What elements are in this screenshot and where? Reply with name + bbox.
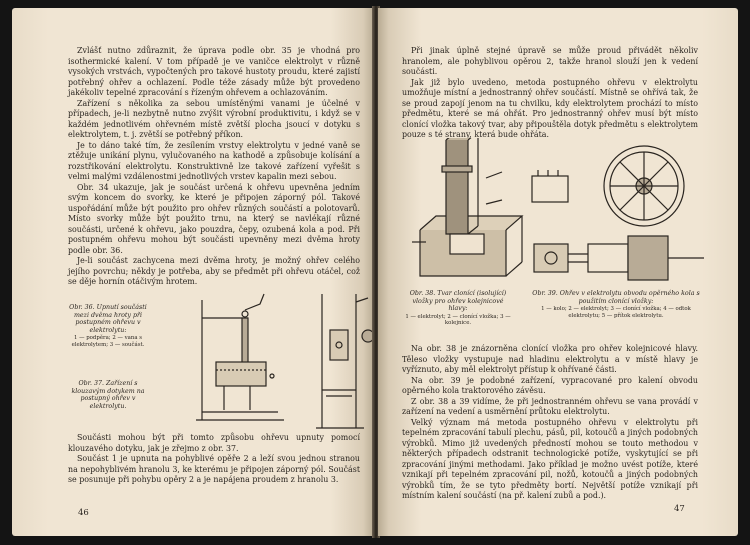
- figure-caption: Obr. 39. Ohřev v elektrolytu obvodu opěrného kola s použitím clonící vložky:: [532, 290, 700, 305]
- left-page: [12, 8, 374, 536]
- paragraph: Součásti mohou být při tomto způsobu ohřevu upnuty pomocí klouzavého dotyku, jak je zřejmo z obr. 37.: [68, 433, 360, 453]
- figure-37-caption: [68, 380, 148, 410]
- paragraph: Zařízení s několika za sebou umístěnými vanami je účelné v případech, je-li nezbytně nutno zvýšit výrobní produktivitu, i když se v každém jednotlivém ohřevném místě zvětší plocha jsoucí v dotyku s elektrolytem, t. j. zvětší se potřebný příkon.: [68, 98, 360, 139]
- paragraph: Jak již bylo uvedeno, metoda postupného ohřevu v elektrolytu umožňuje místní a jednostranný ohřev součástí. Místně se ohřívá tak, že se proud zapojí jenom na tu chvilku, kdy elektrolytem prochází to místo předmětu, které se má ohřát. Pro jednostranný ohřev musí být místo clonící vložka takový tvar, aby připouštěla dotyk předmětu s elektrolytem pouze s té strany, která bude ohřáta.: [402, 77, 698, 139]
- figure-38-caption: [402, 290, 514, 327]
- figure-39-drawing: [528, 126, 708, 291]
- figure-caption: Obr. 38. Tvar clonící (isolující) vložky pro ohřev kolejnicové hlavy:: [409, 290, 507, 313]
- page-number: 47: [674, 504, 685, 514]
- figure-36-caption: [68, 304, 148, 349]
- figure-36-drawing: [188, 292, 298, 434]
- paragraph: Z obr. 38 a 39 vidíme, že při jednostranném ohřevu se vana provádí v zařízení na vedení a usměrnění průtoku elektrolytu.: [402, 396, 698, 416]
- right-text-bottom: [402, 344, 698, 502]
- paragraph: Zvlášť nutno zdůraznit, že úprava podle obr. 35 je vhodná pro isothermické kalení. V tom případě je ve vaničce elektrolyt v různě vysokých vrstvách, vypočtených pro takové hustoty proudu, které zajistí potřebný ohřev a ochlazení. Podle téže zásady může být provedeno jakékoliv tepelné zpracování s řízeným ohřevem a ochlazováním.: [68, 46, 360, 97]
- figure-38-drawing: [406, 138, 524, 288]
- paragraph: Na obr. 38 je znázorněna clonící vložka pro ohřev kolejnicové hlavy. Těleso vložky vystupuje nad hladinu elektrolytu a v místě hlavy je vyříznuto, aby měl elektrolyt přístup k ohřívané části.: [402, 344, 698, 374]
- figure-legend: 1 — elektrolyt; 2 — clonící vložka; 3 — kolejnice.: [405, 313, 511, 327]
- paragraph: Je to dáno také tím, že zesílením vrstvy elektrolytu v jedné vaně se ztěžuje unikání plynu, vylučovaného na kathodě a způsobuje kolísání a rozstřikování elektrolytu. Konstruktivně lze takové zařízení vyřešit s velmi malými vzdálenostmi jednotlivých vrstev kapalin mezi sebou.: [68, 140, 360, 181]
- paragraph: Velký význam má metoda postupného ohřevu v elektrolytu při tepelném zpracování tabulí plechu, pásů, pil, kotoučů a jiných podobných výrobků. Mimo již uvedených předností mohou se touto methodou v některých případech odstranit technologické potíže, vyskytující se při zpracování jinými methodami. Jako příklad je možno uvést potíže, které vznikají při tepelném zpracování pil, nožů, kotoučů a jiných podobných výrobků tím, že se tyto předměty bortí. Největší potíže vznikají při místním kalení součástí (na př. kalení zubů a pod.).: [402, 417, 698, 500]
- paragraph: Je-li součást zachycena mezi dvěma hroty, je možný ohřev celého jejího povrchu; někdy je potřeba, aby se předmět při ohřevu otáčel, což se děje hornín otáčivým hrotem.: [68, 256, 360, 286]
- paragraph: Součást 1 je upnuta na pohyblivé opěře 2 a leží svou jednou stranou na nepohyblivém hranolu 3, ke kterému je připojen záporný pól. Součást se posunuje při pohybu opěry 2 a je napájena proudem z hranolu 3.: [68, 454, 360, 484]
- figure-39-caption: [530, 290, 702, 319]
- paragraph: Na obr. 39 je podobné zařízení, vypracované pro kalení obvodu opěrného kola traktorového závěsu.: [402, 375, 698, 395]
- figure-legend: 1 — podpěra; 2 — vana s elektrolytem; 3 — součást.: [71, 335, 145, 348]
- figure-caption: Obr. 37. Zařízení s klouzavým dotykem na postupný ohřev v elektrolytu.: [71, 380, 145, 410]
- left-text-top: [68, 46, 360, 288]
- paragraph: Obr. 34 ukazuje, jak je součást určená k ohřevu upevněna jedním svým koncem do svorky, ke které je připojen záporný pól. Takové uspořádání může být použito pro ohřev různých součástí a polotovarů. Místo svorky může být použito trnu, na který se navlékají různé součásti, určené k ohřevu, jako pouzdra, čepy, ozubená kola a pod. Při postupném ohřevu mohou být součásti upevněny mezi dvěma hroty podle obr. 36.: [68, 182, 360, 255]
- figure-37-drawing: [312, 290, 374, 436]
- figure-caption: Obr. 36. Upnutí součásti mezi dvěma hroty při postupném ohřevu v elektrolytu:: [69, 304, 147, 334]
- paragraph: Při jinak úplně stejné úpravě se může proud přivádět několiv hranolem, ale pohyblivou opěrou 2, takže hranol slouží jen k vedení součásti.: [402, 46, 698, 76]
- right-page: [378, 8, 738, 536]
- figure-legend: 1 — kolo; 2 — elektrolyt; 3 — clonící vložka; 4 — odtok elektrolytu; 5 — přítok elektrolytu.: [541, 306, 691, 319]
- page-number: 46: [78, 508, 89, 518]
- left-text-bottom: [68, 433, 360, 486]
